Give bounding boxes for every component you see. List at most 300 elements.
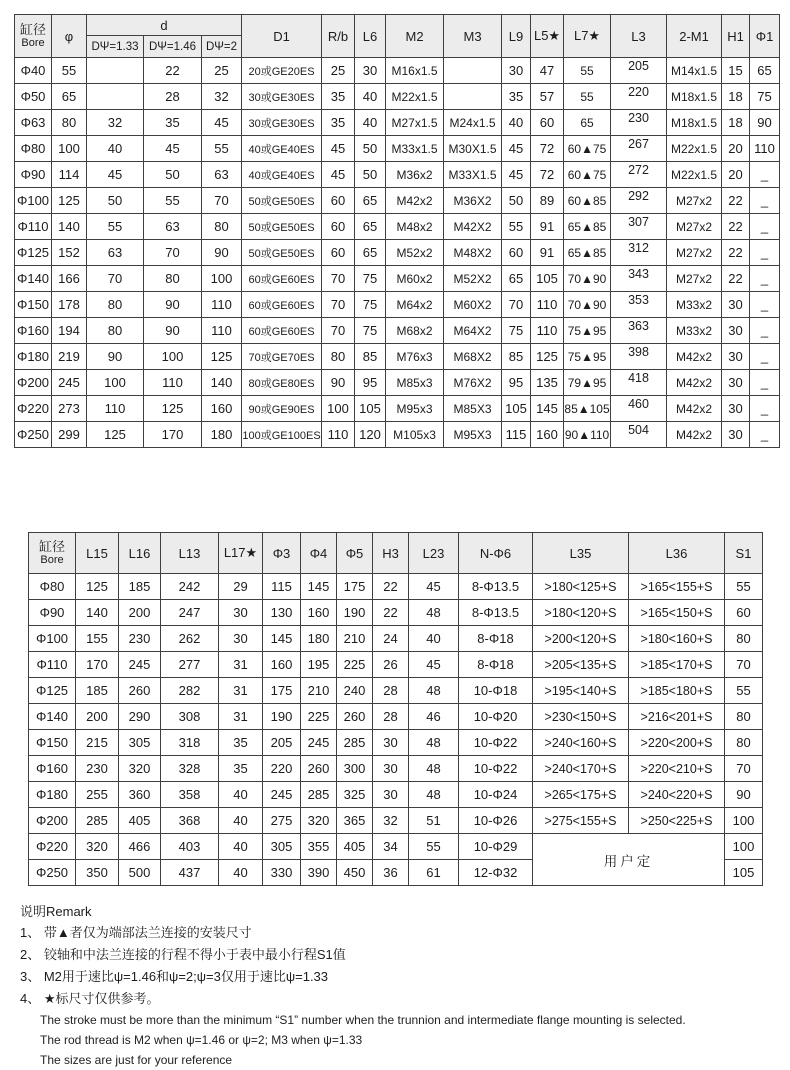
value-cell: M33x2 (667, 318, 722, 344)
remark-english-line: The stroke must be more than the minimum “S1” number when the trunnion and intermediate flange mounting is selected. (40, 1013, 686, 1027)
value-cell: 50 (355, 162, 386, 188)
value-cell: 50或GE50ES (242, 214, 322, 240)
header2-s1: S1 (725, 533, 763, 574)
value-cell: 45 (409, 574, 459, 600)
value-cell: 22 (722, 188, 750, 214)
table1-row (15, 422, 780, 448)
cylinder-dimensions-table-2 (28, 532, 763, 886)
value-cell: 30 (219, 600, 263, 626)
value-cell: _ (750, 344, 780, 370)
value-cell: 100 (52, 136, 87, 162)
header2-bore-en: Bore (40, 554, 64, 566)
value-cell: 55 (52, 58, 87, 84)
value-cell: 55 (725, 574, 763, 600)
value-cell: 267 (611, 136, 667, 162)
value-cell: >265<175+S (533, 782, 629, 808)
value-cell: 10-Φ18 (459, 678, 533, 704)
value-cell: 90 (144, 318, 202, 344)
table1-row (15, 188, 780, 214)
value-cell: 60或GE60ES (242, 266, 322, 292)
value-cell: 25 (202, 58, 242, 84)
value-cell: 110 (531, 292, 564, 318)
value-cell: 40 (219, 834, 263, 860)
value-cell: >240<160+S (533, 730, 629, 756)
value-cell: 325 (337, 782, 373, 808)
value-cell: 90 (725, 782, 763, 808)
remark-line: 3、 M2用于速比ψ=1.46和ψ=2;ψ=3仅用于速比ψ=1.33 (20, 969, 329, 984)
value-cell: 255 (76, 782, 119, 808)
value-cell: 398 (611, 344, 667, 370)
value-cell: M14x1.5 (667, 58, 722, 84)
bore-cell: Φ100 (15, 188, 52, 214)
value-cell: 70 (725, 756, 763, 782)
value-cell: 194 (52, 318, 87, 344)
value-cell: 10-Φ26 (459, 808, 533, 834)
value-cell: 170 (144, 422, 202, 448)
value-cell: 145 (263, 626, 301, 652)
bore-cell: Φ90 (15, 162, 52, 188)
bore-cell: Φ220 (15, 396, 52, 422)
value-cell: 45 (322, 136, 355, 162)
header-phi1: Φ1 (750, 15, 780, 58)
value-cell: 275 (263, 808, 301, 834)
value-cell: 79▲95 (564, 370, 611, 396)
value-cell: >230<150+S (533, 704, 629, 730)
value-cell: 105 (531, 266, 564, 292)
header-d-psi-2: DΨ=2 (202, 36, 242, 58)
value-cell: M33X1.5 (444, 162, 502, 188)
value-cell: 30 (722, 396, 750, 422)
value-cell: 100 (725, 834, 763, 860)
value-cell: 22 (722, 214, 750, 240)
value-cell: 8-Φ18 (459, 626, 533, 652)
value-cell: 318 (161, 730, 219, 756)
value-cell: 110 (202, 292, 242, 318)
value-cell: 50 (502, 188, 531, 214)
value-cell: >220<200+S (629, 730, 725, 756)
value-cell: 40 (409, 626, 459, 652)
value-cell: 60 (502, 240, 531, 266)
value-cell: M68X2 (444, 344, 502, 370)
value-cell: M33x1.5 (386, 136, 444, 162)
value-cell: 90▲110 (564, 422, 611, 448)
value-cell: 320 (119, 756, 161, 782)
remark-line: 2、 铰轴和中法兰连接的行程不得小于表中最小行程S1值 (20, 947, 346, 962)
value-cell: 80 (144, 266, 202, 292)
table2-row (29, 756, 763, 782)
table2-row (29, 652, 763, 678)
value-cell: 85 (355, 344, 386, 370)
value-cell: 8-Φ13.5 (459, 574, 533, 600)
remark-english-line: The sizes are just for your reference (40, 1053, 233, 1067)
value-cell: _ (750, 318, 780, 344)
value-cell: 185 (119, 574, 161, 600)
value-cell: 60▲75 (564, 136, 611, 162)
value-cell: 45 (322, 162, 355, 188)
value-cell: 220 (263, 756, 301, 782)
value-cell: M52x2 (386, 240, 444, 266)
value-cell: 50 (87, 188, 144, 214)
bore-cell: Φ180 (15, 344, 52, 370)
value-cell: 110 (202, 318, 242, 344)
bore-cell: Φ140 (29, 704, 76, 730)
value-cell: 95 (355, 370, 386, 396)
value-cell: 50 (355, 136, 386, 162)
value-cell: M76X2 (444, 370, 502, 396)
remark-line: 4、 ★标尺寸仅供参考。 (20, 991, 160, 1006)
bore-cell: Φ90 (29, 600, 76, 626)
bore-cell: Φ125 (15, 240, 52, 266)
value-cell: 48 (409, 756, 459, 782)
value-cell: 219 (52, 344, 87, 370)
value-cell: 114 (52, 162, 87, 188)
value-cell: 30 (373, 756, 409, 782)
value-cell: M22x1.5 (386, 84, 444, 110)
value-cell: M42x2 (667, 370, 722, 396)
value-cell: 46 (409, 704, 459, 730)
table1-row (15, 370, 780, 396)
value-cell: 35 (144, 110, 202, 136)
value-cell: 70 (725, 652, 763, 678)
value-cell: 55 (564, 84, 611, 110)
value-cell: 70▲90 (564, 266, 611, 292)
value-cell: M95X3 (444, 422, 502, 448)
table1-row (15, 214, 780, 240)
value-cell: 305 (119, 730, 161, 756)
value-cell: _ (750, 162, 780, 188)
header-l3: L3 (611, 15, 667, 58)
value-cell: 110 (531, 318, 564, 344)
value-cell: 32 (202, 84, 242, 110)
value-cell: M24x1.5 (444, 110, 502, 136)
value-cell: 90 (87, 344, 144, 370)
value-cell: 85▲105 (564, 396, 611, 422)
value-cell: 12-Φ32 (459, 860, 533, 886)
value-cell: 40 (219, 782, 263, 808)
value-cell: _ (750, 266, 780, 292)
value-cell: 70 (144, 240, 202, 266)
value-cell: 48 (409, 678, 459, 704)
value-cell: 437 (161, 860, 219, 886)
value-cell: M18x1.5 (667, 84, 722, 110)
value-cell: 405 (119, 808, 161, 834)
value-cell: 28 (144, 84, 202, 110)
value-cell: 178 (52, 292, 87, 318)
value-cell: 75 (750, 84, 780, 110)
value-cell: 110 (144, 370, 202, 396)
value-cell: 80 (725, 704, 763, 730)
value-cell: 260 (119, 678, 161, 704)
value-cell: 90或GE90ES (242, 396, 322, 422)
value-cell: >200<120+S (533, 626, 629, 652)
value-cell: 145 (301, 574, 337, 600)
bore-cell: Φ160 (15, 318, 52, 344)
value-cell: M27x2 (667, 266, 722, 292)
value-cell: 40 (502, 110, 531, 136)
value-cell: 350 (76, 860, 119, 886)
value-cell: 110 (87, 396, 144, 422)
table1-row (15, 84, 780, 110)
header-rb: R/b (322, 15, 355, 58)
value-cell: M27x1.5 (386, 110, 444, 136)
value-cell: 47 (531, 58, 564, 84)
header2-nphi6: N-Φ6 (459, 533, 533, 574)
value-cell: 320 (301, 808, 337, 834)
table1-row (15, 318, 780, 344)
header-d-psi-133: DΨ=1.33 (87, 36, 144, 58)
value-cell: 35 (502, 84, 531, 110)
value-cell: 175 (337, 574, 373, 600)
value-cell: 60 (725, 600, 763, 626)
value-cell: >180<160+S (629, 626, 725, 652)
value-cell: 35 (219, 756, 263, 782)
value-cell: 230 (76, 756, 119, 782)
value-cell: 80 (52, 110, 87, 136)
value-cell: 115 (502, 422, 531, 448)
header-h1: H1 (722, 15, 750, 58)
value-cell: 30 (722, 292, 750, 318)
value-cell: 205 (263, 730, 301, 756)
value-cell (87, 58, 144, 84)
value-cell: 95 (502, 370, 531, 396)
value-cell: 50或GE50ES (242, 188, 322, 214)
value-cell: M16x1.5 (386, 58, 444, 84)
table1-row (15, 266, 780, 292)
value-cell: _ (750, 422, 780, 448)
value-cell: 45 (202, 110, 242, 136)
value-cell: M27x2 (667, 240, 722, 266)
value-cell: 18 (722, 84, 750, 110)
value-cell: 160 (263, 652, 301, 678)
value-cell: 31 (219, 652, 263, 678)
value-cell: 358 (161, 782, 219, 808)
bore-cell: Φ40 (15, 58, 52, 84)
table1-row (15, 162, 780, 188)
value-cell: 300 (337, 756, 373, 782)
value-cell: 18 (722, 110, 750, 136)
header-m2: M2 (386, 15, 444, 58)
value-cell: >216<201+S (629, 704, 725, 730)
header2-l35: L35 (533, 533, 629, 574)
value-cell: 40 (87, 136, 144, 162)
value-cell: M36x2 (386, 162, 444, 188)
value-cell: >220<210+S (629, 756, 725, 782)
value-cell: M36X2 (444, 188, 502, 214)
bore-cell: Φ160 (29, 756, 76, 782)
value-cell: 292 (611, 188, 667, 214)
header2-l17: L17★ (219, 533, 263, 574)
table2-row (29, 678, 763, 704)
value-cell: 10-Φ22 (459, 756, 533, 782)
value-cell: 60 (322, 188, 355, 214)
value-cell: 63 (202, 162, 242, 188)
bore-cell: Φ200 (15, 370, 52, 396)
bore-cell: Φ220 (29, 834, 76, 860)
value-cell: 20 (722, 136, 750, 162)
value-cell: 90 (322, 370, 355, 396)
value-cell: M105x3 (386, 422, 444, 448)
value-cell: >250<225+S (629, 808, 725, 834)
value-cell: 65 (355, 214, 386, 240)
value-cell (444, 84, 502, 110)
value-cell: 30 (502, 58, 531, 84)
table2-row (29, 574, 763, 600)
value-cell: 290 (119, 704, 161, 730)
value-cell: 100 (144, 344, 202, 370)
value-cell: 55 (725, 678, 763, 704)
value-cell: 190 (337, 600, 373, 626)
value-cell: 230 (611, 110, 667, 136)
value-cell: 55 (87, 214, 144, 240)
header-l6: L6 (355, 15, 386, 58)
value-cell: _ (750, 396, 780, 422)
value-cell: 330 (263, 860, 301, 886)
header-d1: D1 (242, 15, 322, 58)
value-cell: 210 (301, 678, 337, 704)
value-cell: 30 (355, 58, 386, 84)
value-cell: >240<170+S (533, 756, 629, 782)
value-cell: 30或GE30ES (242, 84, 322, 110)
value-cell: 390 (301, 860, 337, 886)
value-cell: M18x1.5 (667, 110, 722, 136)
value-cell: 30 (373, 782, 409, 808)
value-cell: 363 (611, 318, 667, 344)
bore-cell: Φ180 (29, 782, 76, 808)
table1-row (15, 240, 780, 266)
value-cell: 34 (373, 834, 409, 860)
value-cell: 215 (76, 730, 119, 756)
value-cell: 51 (409, 808, 459, 834)
remark-english-line: The rod thread is M2 when ψ=1.46 or ψ=2; M3 when ψ=1.33 (40, 1033, 363, 1047)
value-cell: 100 (87, 370, 144, 396)
value-cell: M30X1.5 (444, 136, 502, 162)
value-cell: 115 (263, 574, 301, 600)
value-cell: 10-Φ29 (459, 834, 533, 860)
value-cell: 500 (119, 860, 161, 886)
value-cell: 20或GE20ES (242, 58, 322, 84)
bore-cell: Φ200 (29, 808, 76, 834)
value-cell: 466 (119, 834, 161, 860)
value-cell: 285 (301, 782, 337, 808)
value-cell: 70或GE70ES (242, 344, 322, 370)
header2-l36: L36 (629, 533, 725, 574)
value-cell: 22 (722, 266, 750, 292)
value-cell: 55 (202, 136, 242, 162)
value-cell: 40或GE40ES (242, 136, 322, 162)
value-cell: >205<135+S (533, 652, 629, 678)
value-cell: M33x2 (667, 292, 722, 318)
value-cell: 245 (301, 730, 337, 756)
header2-bore (29, 533, 76, 574)
value-cell: 63 (87, 240, 144, 266)
value-cell: 100 (322, 396, 355, 422)
value-cell: 30或GE30ES (242, 110, 322, 136)
value-cell: 220 (611, 84, 667, 110)
value-cell: _ (750, 214, 780, 240)
value-cell: >185<180+S (629, 678, 725, 704)
value-cell: 180 (301, 626, 337, 652)
value-cell: M42x2 (667, 422, 722, 448)
header-l7: L7★ (564, 15, 611, 58)
remark-line: 1、 带▲者仅为端部法兰连接的安装尺寸 (20, 925, 252, 940)
value-cell: 60 (322, 240, 355, 266)
value-cell: 29 (219, 574, 263, 600)
value-cell: 72 (531, 162, 564, 188)
value-cell: 100或GE100ES (242, 422, 322, 448)
value-cell: 28 (373, 678, 409, 704)
value-cell: 200 (119, 600, 161, 626)
value-cell: 40 (355, 110, 386, 136)
table1-row (15, 58, 780, 84)
bore-cell: Φ50 (15, 84, 52, 110)
value-cell: M27x2 (667, 188, 722, 214)
value-cell: 403 (161, 834, 219, 860)
bore-cell: Φ140 (15, 266, 52, 292)
value-cell: 175 (263, 678, 301, 704)
value-cell: _ (750, 188, 780, 214)
value-cell: >275<155+S (533, 808, 629, 834)
value-cell: 55 (144, 188, 202, 214)
header2-phi4: Φ4 (301, 533, 337, 574)
value-cell: 80 (87, 292, 144, 318)
value-cell: 125 (144, 396, 202, 422)
value-cell: 65▲85 (564, 214, 611, 240)
value-cell: 90 (202, 240, 242, 266)
value-cell: 91 (531, 240, 564, 266)
bore-cell: Φ110 (15, 214, 52, 240)
value-cell: 245 (263, 782, 301, 808)
value-cell: 320 (76, 834, 119, 860)
value-cell: _ (750, 370, 780, 396)
value-cell: 45 (87, 162, 144, 188)
value-cell: 135 (531, 370, 564, 396)
value-cell: 72 (531, 136, 564, 162)
value-cell: 273 (52, 396, 87, 422)
value-cell: 70 (87, 266, 144, 292)
value-cell: M48x2 (386, 214, 444, 240)
value-cell: 45 (502, 162, 531, 188)
value-cell: 272 (611, 162, 667, 188)
value-cell: 285 (76, 808, 119, 834)
value-cell: 32 (373, 808, 409, 834)
remarks-english (20, 1010, 790, 1070)
value-cell: 65 (502, 266, 531, 292)
table1-row (15, 292, 780, 318)
value-cell: 80 (725, 626, 763, 652)
value-cell: M95x3 (386, 396, 444, 422)
value-cell: 32 (87, 110, 144, 136)
value-cell: 299 (52, 422, 87, 448)
value-cell: M64X2 (444, 318, 502, 344)
value-cell: 200 (76, 704, 119, 730)
value-cell: 70 (502, 292, 531, 318)
value-cell: 225 (337, 652, 373, 678)
header2-bore-zh: 缸径 (38, 539, 65, 554)
value-cell: 75 (355, 318, 386, 344)
value-cell: 80 (725, 730, 763, 756)
value-cell: 48 (409, 600, 459, 626)
value-cell: >185<170+S (629, 652, 725, 678)
value-cell: 240 (337, 678, 373, 704)
bore-cell: Φ80 (15, 136, 52, 162)
value-cell: 31 (219, 704, 263, 730)
value-cell: 22 (373, 574, 409, 600)
value-cell: 145 (531, 396, 564, 422)
value-cell: 152 (52, 240, 87, 266)
header-d-group: d (87, 15, 242, 36)
value-cell: 30 (373, 730, 409, 756)
value-cell: 282 (161, 678, 219, 704)
